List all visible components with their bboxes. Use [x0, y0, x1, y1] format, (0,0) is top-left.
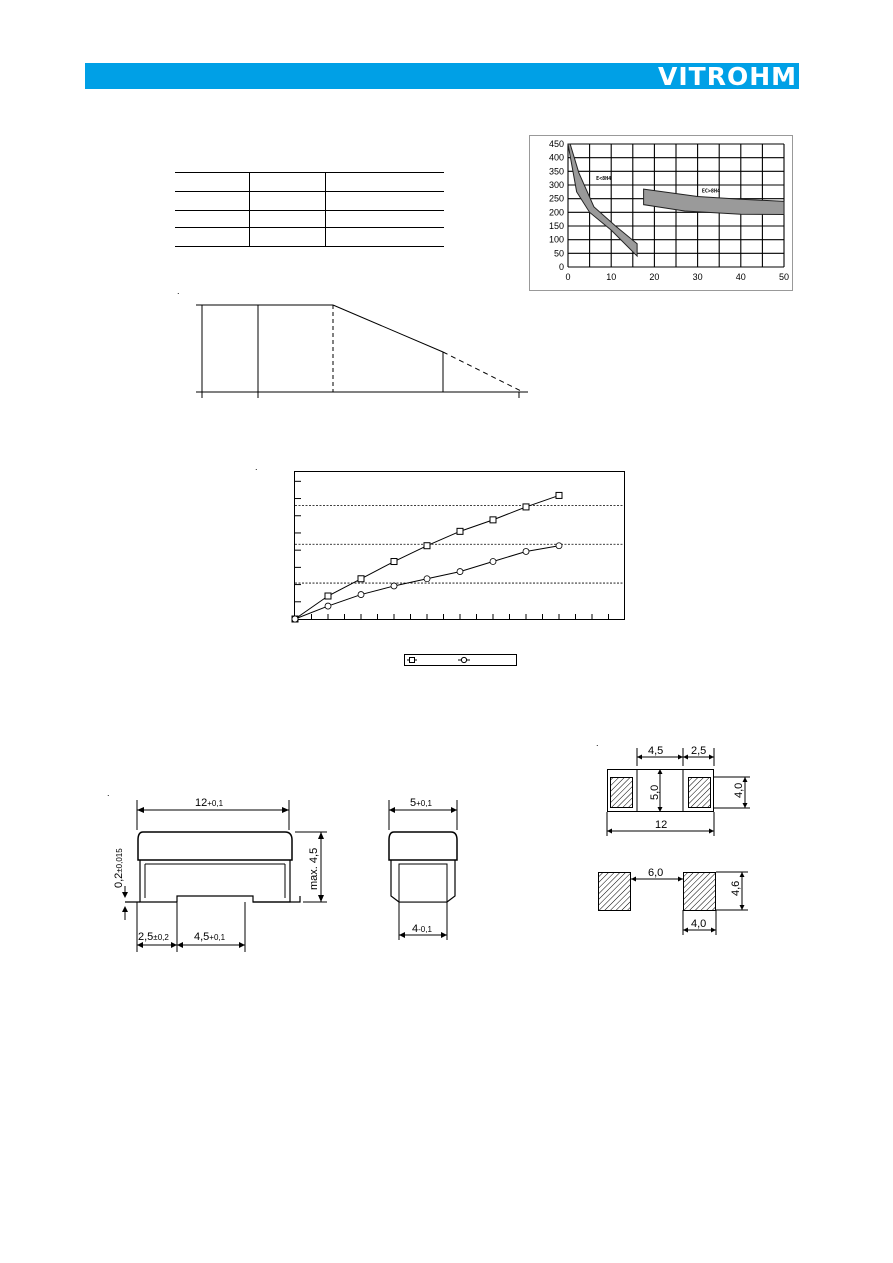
solder-pad — [611, 778, 633, 808]
front-view-drawing — [380, 790, 470, 960]
slope-line — [333, 305, 443, 352]
legend — [405, 655, 517, 666]
x-tick-label: 20 — [649, 272, 660, 282]
corner-mark: . — [177, 286, 180, 296]
corner-mark: . — [596, 738, 599, 748]
y-tick-label: 50 — [553, 248, 564, 259]
y-tick-label: 300 — [548, 180, 564, 190]
square-marker — [325, 593, 331, 599]
x-tick-label: 30 — [692, 272, 703, 282]
y-tick-label: 100 — [548, 234, 564, 245]
circle-marker — [292, 616, 298, 622]
corner-mark: . — [255, 462, 258, 472]
plot-frame — [295, 472, 625, 620]
square-marker — [523, 504, 529, 510]
pad-bottom-gap-label: 6,0 — [648, 867, 664, 879]
slope-dashed-line — [443, 352, 523, 392]
header-banner — [85, 63, 799, 89]
legend-square-marker — [410, 658, 415, 663]
side-length-label: 12+0,1 — [195, 797, 224, 809]
square-marker — [358, 576, 364, 582]
circle-marker — [424, 576, 430, 582]
square-marker — [457, 528, 463, 534]
square-marker — [556, 492, 562, 498]
legend-circle-marker — [461, 657, 466, 662]
lead-gap-left-label: 2,5±0,2 — [138, 931, 169, 943]
side-view-drawing — [105, 790, 335, 960]
table-row — [175, 228, 444, 247]
x-tick-label: 10 — [606, 272, 617, 282]
pad-top-width-label: 4,5 — [648, 745, 664, 757]
table-row — [175, 192, 444, 211]
pad-layout-drawing — [590, 738, 765, 938]
derating-chart — [175, 286, 535, 405]
component-cap — [138, 832, 292, 860]
x-tick-label: 40 — [735, 272, 746, 282]
y-tick-label: 0 — [558, 262, 564, 272]
circle-marker — [391, 583, 397, 589]
circle-marker — [325, 603, 331, 609]
lead-thickness-label: 0,2±0,015 — [113, 848, 125, 888]
y-tick-label: 150 — [548, 221, 564, 231]
solder-pad — [689, 778, 711, 808]
brand-logo: VITROHM — [657, 62, 797, 91]
solder-pad — [684, 873, 716, 911]
circle-marker — [358, 592, 364, 598]
y-tick-label: 250 — [548, 193, 564, 204]
pad-bottom-width-label: 4,0 — [691, 918, 707, 930]
square-marker — [391, 559, 397, 565]
pad-bottom-height-label: 4,6 — [730, 880, 742, 896]
body-inner-outline — [145, 864, 285, 898]
lead-gap-mid-label: 4,5+0,1 — [194, 931, 226, 943]
pad-top-height-label: 5,0 — [649, 784, 661, 800]
y-tick-label: 200 — [548, 207, 564, 218]
y-tick-label: 400 — [548, 152, 564, 163]
line-chart — [255, 462, 635, 675]
front-base-label: 4-0,1 — [412, 923, 432, 935]
lead-frame — [125, 896, 300, 902]
square-marker — [424, 543, 430, 549]
component-cap — [389, 832, 457, 860]
pad-top-total-label: 12 — [655, 819, 668, 831]
x-tick-label: 0 — [565, 272, 571, 282]
circle-marker — [490, 559, 496, 565]
front-width-label: 5+0,1 — [410, 797, 432, 809]
pad-top-pad-height-label: 4,0 — [733, 782, 745, 798]
terminal-face — [399, 864, 447, 902]
band-label: EC>8H4 — [701, 188, 720, 195]
series-line — [295, 546, 559, 619]
circle-marker — [556, 543, 562, 549]
y-tick-label: 450 — [548, 139, 564, 149]
circle-marker — [523, 548, 529, 554]
height-label: max. 4,5 — [308, 847, 320, 890]
spec-table — [175, 172, 444, 247]
pad-top-pad-label: 2,5 — [691, 745, 707, 757]
x-tick-label: 50 — [778, 272, 790, 282]
series-line — [295, 495, 559, 619]
y-tick-label: 350 — [548, 166, 564, 177]
circle-marker — [457, 569, 463, 575]
band-chart — [529, 135, 793, 291]
corner-mark: . — [107, 788, 110, 798]
square-marker — [490, 517, 496, 523]
solder-pad — [599, 873, 631, 911]
band-label: E<8H4 — [596, 176, 612, 183]
table-row — [175, 173, 444, 192]
table-row — [175, 211, 444, 228]
